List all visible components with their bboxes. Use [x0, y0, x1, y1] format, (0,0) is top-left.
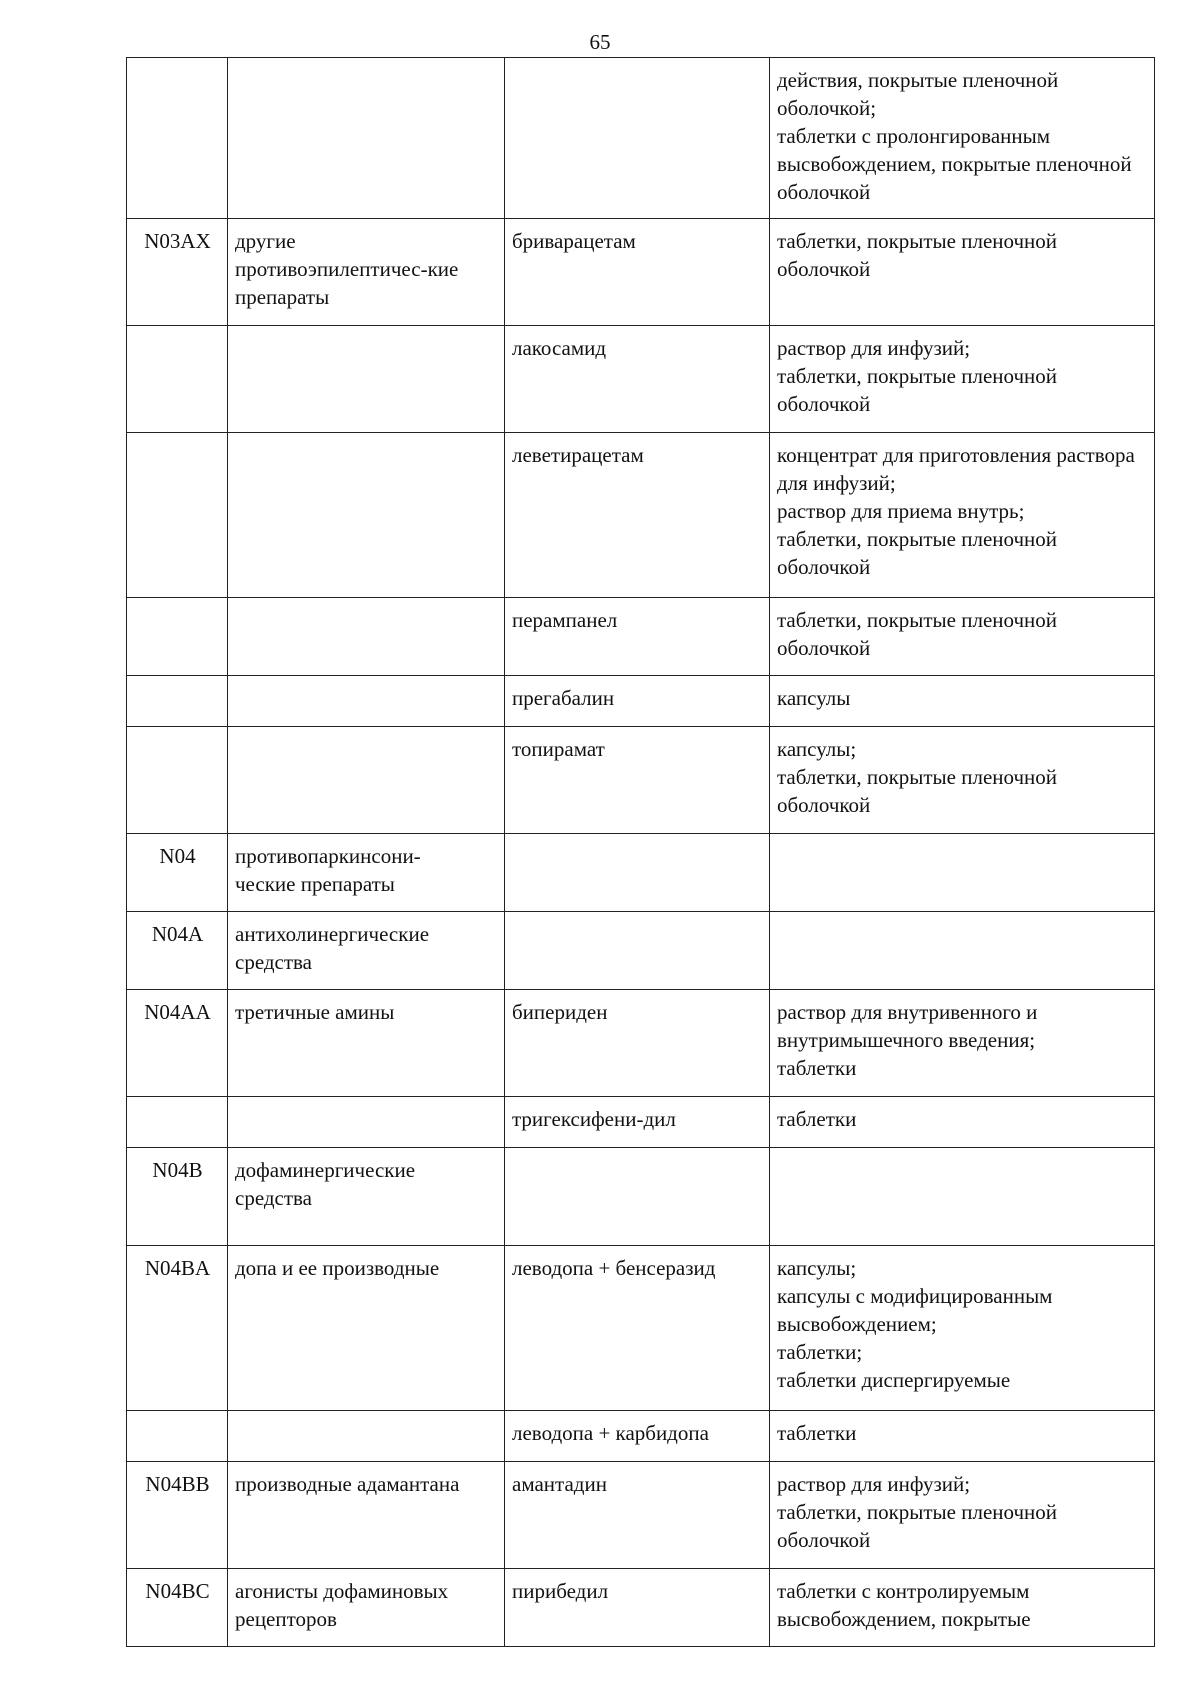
dosage-form-item: таблетки с контролируемым высвобождением, покрытые: [777, 1579, 1031, 1631]
atc-code-cell: [127, 58, 228, 219]
atc-code-cell: [127, 676, 228, 727]
drug-name-cell: леводопа + карбидопа: [505, 1411, 770, 1462]
drug-name-cell: [505, 1148, 770, 1246]
dosage-form-item: капсулы: [777, 686, 851, 710]
group-name-cell: [228, 326, 505, 433]
drug-name-cell: бриварацетам: [505, 219, 770, 326]
table-row: [127, 433, 1155, 598]
dosage-form-cell: [770, 1462, 1155, 1569]
group-name-cell: [228, 1569, 505, 1647]
group-name-line: противопаркинсони-: [235, 844, 421, 868]
group-name-cell: [228, 676, 505, 727]
group-name-cell: [228, 1097, 505, 1148]
drug-name-cell: прегабалин: [505, 676, 770, 727]
table-row: [127, 326, 1155, 433]
atc-code-cell: N04AA: [127, 990, 228, 1097]
dosage-form-item: таблетки: [777, 1421, 857, 1445]
table-row: [127, 676, 1155, 727]
dosage-form-item: таблетки: [777, 1056, 857, 1080]
dosage-form-item: раствор для инфузий;: [777, 336, 971, 360]
group-name-cell: [228, 990, 505, 1097]
atc-code-cell: N03AX: [127, 219, 228, 326]
atc-code-cell: [127, 1097, 228, 1148]
atc-code-cell: [127, 433, 228, 598]
table-row: [127, 219, 1155, 326]
group-name-line: ческие препараты: [235, 872, 395, 896]
table-row: [127, 912, 1155, 990]
table-row: [127, 1246, 1155, 1411]
dosage-form-cell: [770, 990, 1155, 1097]
drug-name-cell: амантадин: [505, 1462, 770, 1569]
dosage-form-item: таблетки, покрытые пленочной оболочкой: [777, 527, 1058, 579]
table-row: [127, 1462, 1155, 1569]
table-row: [127, 58, 1155, 219]
dosage-form-item: концентрат для приготовления раствора для инфузий;: [777, 443, 1135, 495]
dosage-form-item: капсулы с модифицированным высвобождением;: [777, 1284, 1053, 1336]
dosage-form-item: таблетки диспергируемые: [777, 1368, 1011, 1392]
table-row: [127, 1569, 1155, 1647]
table-row: [127, 1148, 1155, 1246]
table-row: [127, 598, 1155, 676]
drug-name-cell: леветирацетам: [505, 433, 770, 598]
dosage-form-cell: [770, 912, 1155, 990]
atc-code-cell: N04BC: [127, 1569, 228, 1647]
group-name-line: рецепторов: [235, 1607, 337, 1631]
dosage-form-item: таблетки: [777, 1107, 857, 1131]
group-name-cell: [228, 433, 505, 598]
atc-code-cell: [127, 598, 228, 676]
table-row: [127, 990, 1155, 1097]
group-name-line: агонисты дофаминовых: [235, 1579, 449, 1603]
drug-name-cell: бипериден: [505, 990, 770, 1097]
table-body: [127, 58, 1155, 1647]
table-row: [127, 1411, 1155, 1462]
group-name-cell: [228, 834, 505, 912]
dosage-form-cell: [770, 1411, 1155, 1462]
atc-code-cell: N04BA: [127, 1246, 228, 1411]
dosage-form-cell: [770, 326, 1155, 433]
dosage-form-cell: [770, 219, 1155, 326]
group-name-line: другие: [235, 229, 296, 253]
group-name-cell: [228, 219, 505, 326]
dosage-form-item: таблетки;: [777, 1340, 863, 1364]
dosage-form-item: таблетки, покрытые пленочной оболочкой: [777, 608, 1058, 660]
group-name-line: средства: [235, 1186, 313, 1210]
dosage-form-cell: [770, 676, 1155, 727]
dosage-form-cell: [770, 433, 1155, 598]
atc-code-cell: N04B: [127, 1148, 228, 1246]
table-row: [127, 727, 1155, 834]
atc-code-cell: N04: [127, 834, 228, 912]
group-name-cell: [228, 1246, 505, 1411]
dosage-form-cell: [770, 1569, 1155, 1647]
table-row: [127, 834, 1155, 912]
dosage-form-cell: [770, 598, 1155, 676]
page-number: 65: [589, 30, 611, 54]
atc-code-cell: [127, 326, 228, 433]
group-name-line: производные адамантана: [235, 1472, 460, 1496]
group-name-line: противоэпилептичес-кие: [235, 257, 459, 281]
dosage-form-item: таблетки, покрытые пленочной оболочкой: [777, 229, 1058, 281]
drug-name-cell: перампанел: [505, 598, 770, 676]
dosage-form-cell: [770, 1148, 1155, 1246]
table-row: [127, 1097, 1155, 1148]
dosage-form-item: таблетки, покрытые пленочной оболочкой: [777, 1500, 1058, 1552]
group-name-line: антихолинергические: [235, 922, 430, 946]
group-name-line: средства: [235, 950, 313, 974]
dosage-form-item: раствор для приема внутрь;: [777, 499, 1025, 523]
group-name-cell: [228, 1148, 505, 1246]
drug-name-cell: тригексифени-дил: [505, 1097, 770, 1148]
drug-name-cell: [505, 912, 770, 990]
atc-code-cell: N04BB: [127, 1462, 228, 1569]
group-name-line: допа и ее производные: [235, 1256, 440, 1280]
drug-name-cell: лакосамид: [505, 326, 770, 433]
dosage-form-cell: [770, 1097, 1155, 1148]
dosage-form-cell: [770, 58, 1155, 219]
group-name-cell: [228, 58, 505, 219]
drug-name-cell: [505, 58, 770, 219]
dosage-form-cell: [770, 834, 1155, 912]
drug-table: [126, 57, 1155, 1647]
group-name-cell: [228, 912, 505, 990]
dosage-form-cell: [770, 1246, 1155, 1411]
group-name-line: дофаминергические: [235, 1158, 416, 1182]
atc-code-cell: N04A: [127, 912, 228, 990]
dosage-form-item: действия, покрытые пленочной оболочкой;: [777, 68, 1059, 120]
atc-code-cell: [127, 1411, 228, 1462]
dosage-form-item: раствор для внутривенного и внутримышечного введения;: [777, 1000, 1038, 1052]
group-name-cell: [228, 598, 505, 676]
dosage-form-item: таблетки с пролонгированным высвобождением, покрытые пленочной оболочкой: [777, 124, 1132, 204]
dosage-form-item: таблетки, покрытые пленочной оболочкой: [777, 364, 1058, 416]
group-name-cell: [228, 1411, 505, 1462]
drug-name-cell: пирибедил: [505, 1569, 770, 1647]
group-name-cell: [228, 1462, 505, 1569]
group-name-cell: [228, 727, 505, 834]
group-name-line: третичные амины: [235, 1000, 395, 1024]
dosage-form-item: капсулы;: [777, 1256, 857, 1280]
atc-code-cell: [127, 727, 228, 834]
drug-name-cell: топирамат: [505, 727, 770, 834]
dosage-form-item: капсулы;: [777, 737, 857, 761]
dosage-form-cell: [770, 727, 1155, 834]
group-name-line: препараты: [235, 285, 330, 309]
dosage-form-item: таблетки, покрытые пленочной оболочкой: [777, 765, 1058, 817]
drug-name-cell: [505, 834, 770, 912]
drug-name-cell: леводопа + бенсеразид: [505, 1246, 770, 1411]
dosage-form-item: раствор для инфузий;: [777, 1472, 971, 1496]
